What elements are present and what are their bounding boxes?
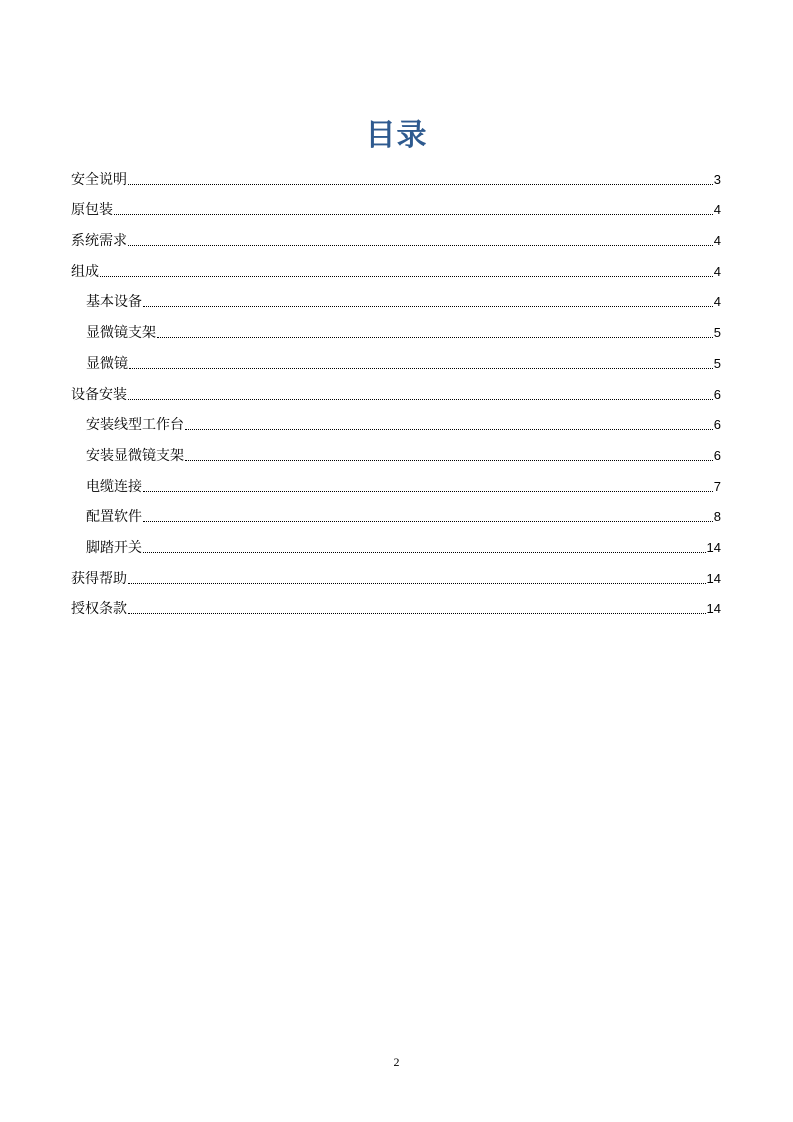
toc-entry[interactable] bbox=[71, 190, 721, 221]
toc-title: 目录 bbox=[365, 118, 428, 154]
toc-entry[interactable] bbox=[71, 435, 721, 466]
toc-entry-page-number: 6 bbox=[713, 417, 721, 433]
toc-entry-label: 组成 bbox=[71, 263, 99, 280]
toc-entry[interactable] bbox=[71, 589, 721, 620]
toc-entry[interactable] bbox=[71, 159, 721, 190]
toc-entry[interactable] bbox=[71, 466, 721, 497]
toc-entry[interactable] bbox=[71, 405, 721, 436]
toc-entry-label: 显微镜 bbox=[86, 355, 128, 372]
toc-entry-label: 系统需求 bbox=[71, 233, 127, 250]
toc-entry[interactable] bbox=[71, 497, 721, 528]
toc-entry-label: 显微镜支架 bbox=[86, 325, 156, 342]
dot-leader bbox=[100, 276, 713, 277]
dot-leader bbox=[157, 337, 713, 338]
dot-leader bbox=[114, 214, 713, 215]
toc-entry[interactable] bbox=[71, 220, 721, 251]
toc-entry-page-number: 14 bbox=[706, 601, 721, 617]
dot-leader bbox=[128, 583, 706, 584]
dot-leader bbox=[143, 491, 713, 492]
toc-entry[interactable] bbox=[71, 251, 721, 282]
toc-entry-page-number: 7 bbox=[713, 478, 721, 494]
page-number: 2 bbox=[393, 1055, 400, 1069]
toc-entry-page-number: 14 bbox=[706, 539, 721, 555]
toc-entry-label: 基本设备 bbox=[86, 294, 142, 311]
toc-entry-page-number: 14 bbox=[706, 570, 721, 586]
toc-entry[interactable] bbox=[71, 343, 721, 374]
dot-leader bbox=[128, 613, 706, 614]
table-of-contents bbox=[71, 159, 721, 619]
toc-entry-page-number: 8 bbox=[713, 509, 721, 525]
toc-entry-label: 配置软件 bbox=[86, 509, 142, 526]
toc-entry-page-number: 6 bbox=[713, 386, 721, 402]
toc-entry-page-number: 3 bbox=[713, 171, 721, 187]
toc-entry-page-number: 4 bbox=[713, 294, 721, 310]
toc-entry-page-number: 5 bbox=[713, 325, 721, 341]
dot-leader bbox=[185, 429, 713, 430]
toc-entry-label: 电缆连接 bbox=[86, 478, 142, 495]
toc-entry[interactable] bbox=[71, 312, 721, 343]
toc-entry-page-number: 6 bbox=[713, 447, 721, 463]
toc-entry-label: 原包装 bbox=[71, 202, 113, 219]
dot-leader bbox=[128, 184, 713, 185]
toc-entry-label: 安装线型工作台 bbox=[86, 417, 184, 434]
toc-entry-label: 安全说明 bbox=[71, 171, 127, 188]
toc-entry-label: 安装显微镜支架 bbox=[86, 447, 184, 464]
dot-leader bbox=[129, 368, 713, 369]
toc-entry-label: 脚踏开关 bbox=[86, 539, 142, 556]
dot-leader bbox=[143, 306, 713, 307]
toc-entry[interactable] bbox=[71, 282, 721, 313]
toc-entry[interactable] bbox=[71, 527, 721, 558]
toc-entry[interactable] bbox=[71, 374, 721, 405]
toc-entry[interactable] bbox=[71, 558, 721, 589]
dot-leader bbox=[143, 521, 713, 522]
toc-entry-page-number: 4 bbox=[713, 263, 721, 279]
dot-leader bbox=[185, 460, 713, 461]
toc-entry-page-number: 4 bbox=[713, 233, 721, 249]
dot-leader bbox=[128, 399, 713, 400]
toc-entry-page-number: 5 bbox=[713, 355, 721, 371]
toc-entry-page-number: 4 bbox=[713, 202, 721, 218]
dot-leader bbox=[128, 245, 713, 246]
toc-entry-label: 获得帮助 bbox=[71, 570, 127, 587]
toc-entry-label: 授权条款 bbox=[71, 601, 127, 618]
toc-entry-label: 设备安装 bbox=[71, 386, 127, 403]
dot-leader bbox=[143, 552, 706, 553]
